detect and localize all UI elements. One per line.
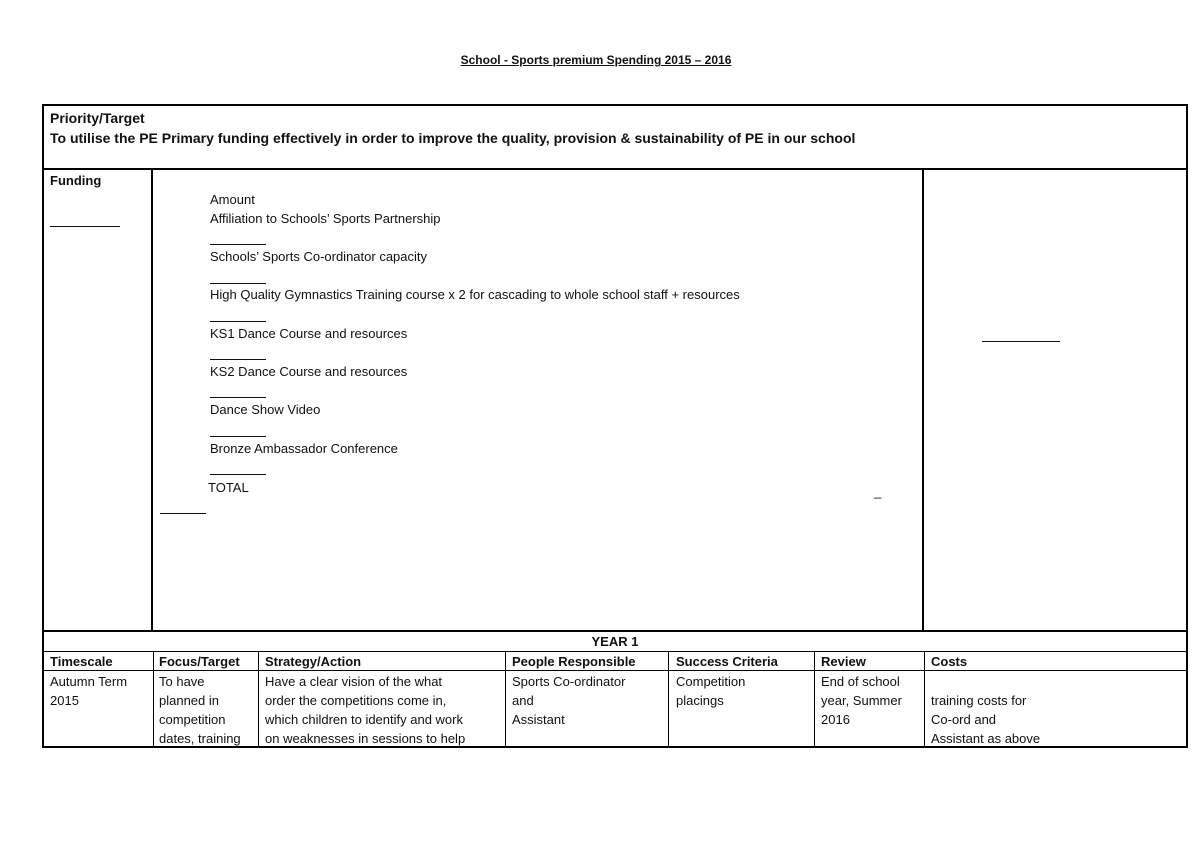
funding-divider-right <box>922 169 924 631</box>
funding-item: Dance Show Video <box>210 402 321 417</box>
cell-focus <box>159 672 241 748</box>
funding-item: High Quality Gymnastics Training course x 2 for cascading to whole school staff + resources <box>210 287 740 302</box>
cell-line: and <box>512 693 534 708</box>
funding-item: KS1 Dance Course and resources <box>210 326 408 341</box>
cell-strategy <box>265 672 465 748</box>
cell-line: competition <box>159 712 226 727</box>
cell-success <box>676 672 745 710</box>
funding-blank-line <box>50 226 120 227</box>
trailing-mark: _ <box>874 484 882 499</box>
amount-blank <box>210 436 266 437</box>
cell-line: Have a clear vision of the what <box>265 674 443 689</box>
cell-line: To have <box>159 674 205 689</box>
divider-headers <box>42 670 1188 671</box>
header-success: Success Criteria <box>676 654 778 669</box>
divider-year <box>42 651 1188 652</box>
total-label: TOTAL <box>208 480 249 495</box>
cell-line: which children to identify and work <box>265 712 463 727</box>
divider-priority <box>42 168 1188 170</box>
col-divider-5 <box>814 652 815 748</box>
header-costs: Costs <box>931 654 968 669</box>
header-focus: Focus/Target <box>159 654 240 669</box>
amount-blank <box>210 244 266 245</box>
total-amount-blank <box>982 341 1060 342</box>
funding-item: Schools’ Sports Co-ordinator capacity <box>210 249 428 264</box>
year-label: YEAR 1 <box>591 634 639 649</box>
priority-heading: Priority/Target <box>50 110 145 126</box>
document-title: School - Sports premium Spending 2015 – 2016 <box>460 53 732 67</box>
col-divider-2 <box>258 652 259 748</box>
amount-blank <box>210 397 266 398</box>
cell-timescale <box>50 672 127 710</box>
amount-heading: Amount <box>210 192 255 207</box>
col-divider-6 <box>924 652 925 748</box>
total-blank-line <box>160 513 206 514</box>
amount-blank <box>210 359 266 360</box>
cell-people <box>512 672 625 729</box>
funding-item: Affiliation to Schools’ Sports Partnership <box>210 211 441 226</box>
cell-review <box>821 672 902 729</box>
cell-line: 2016 <box>821 712 850 727</box>
cell-costs <box>931 672 1040 748</box>
header-timescale: Timescale <box>50 654 113 669</box>
col-divider-3 <box>505 652 506 748</box>
funding-divider-left <box>151 169 153 631</box>
amount-blank <box>210 321 266 322</box>
funding-item: KS2 Dance Course and resources <box>210 364 408 379</box>
cell-line: Co-ord and <box>931 712 997 727</box>
amount-blank <box>210 283 266 284</box>
divider-funding <box>42 630 1188 632</box>
cell-line: Autumn Term <box>50 674 128 689</box>
col-divider-1 <box>153 652 154 748</box>
cell-line: Assistant as above <box>931 731 1041 746</box>
cell-line: order the competitions come in, <box>265 693 447 708</box>
cell-line: dates, training <box>159 731 241 746</box>
header-strategy: Strategy/Action <box>265 654 362 669</box>
cell-line: 2015 <box>50 693 79 708</box>
header-review: Review <box>821 654 866 669</box>
col-divider-4 <box>668 652 669 748</box>
cell-line: year, Summer <box>821 693 902 708</box>
cell-line: on weaknesses in sessions to help <box>265 731 466 746</box>
cell-line: Sports Co-ordinator <box>512 674 626 689</box>
priority-statement: To utilise the PE Primary funding effectively in order to improve the quality, provision & sustainability of PE in our school <box>50 130 856 146</box>
cell-line: planned in <box>159 693 219 708</box>
amount-blank <box>210 474 266 475</box>
cell-line: Assistant <box>512 712 565 727</box>
cell-line <box>931 672 1040 691</box>
cell-line: End of school <box>821 674 900 689</box>
cell-line: Competition <box>676 674 746 689</box>
cell-line: training costs for <box>931 693 1027 708</box>
cell-line: placings <box>676 693 724 708</box>
funding-label: Funding <box>50 173 102 188</box>
header-people: People Responsible <box>512 654 636 669</box>
funding-item: Bronze Ambassador Conference <box>210 441 398 456</box>
